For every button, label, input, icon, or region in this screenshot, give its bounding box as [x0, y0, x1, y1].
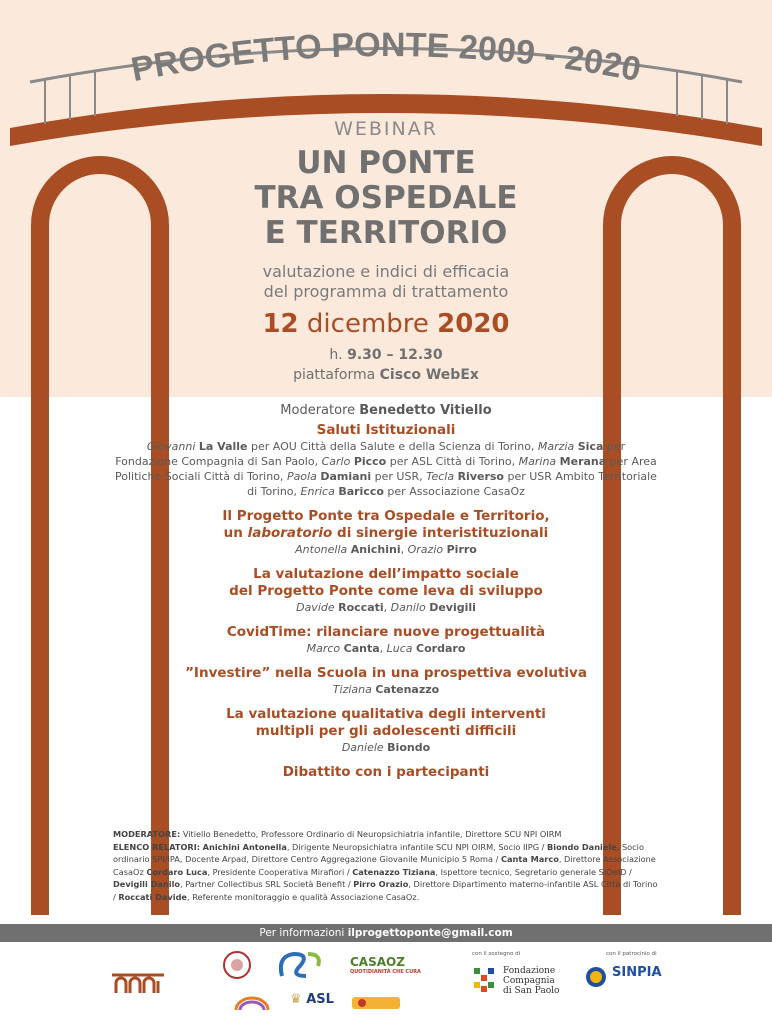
section-title: La valutazione dell’impatto sociale del Progetto Ponte come leva di sviluppo: [229, 566, 543, 599]
sinpia-logo: SINPIA: [612, 965, 662, 980]
speakers: Tiziana Catenazzo: [332, 683, 440, 696]
section-title: Il Progetto Ponte tra Ospedale e Territorio, un laboratorio di sinergie interistituzionali: [222, 508, 550, 541]
section-title: Dibattito con i partecipanti: [282, 764, 490, 780]
bridge-logo-icon: [110, 967, 166, 995]
citta-salute-logo: [272, 948, 332, 982]
speakers: Antonella Anichini, Orazio Pirro: [295, 543, 477, 556]
details: [113, 828, 661, 904]
moderator-details: MODERATORE: Vitiello Benedetto, Professore Ordinario di Neuropsichiatria infantile, Direttore SCU NPI OIRM: [113, 829, 562, 839]
section-title: ”Investire” nella Scuola in una prospettiva evolutiva: [185, 665, 587, 681]
patronage-label: con il patrocinio di: [606, 951, 657, 957]
speakers: Davide Roccati, Danilo Devigili: [296, 601, 476, 614]
email-link[interactable]: ilprogettoponte@gmail.com: [347, 927, 513, 939]
section-title: CovidTime: rilanciare nuove progettualità: [226, 624, 546, 640]
fondazione-logo: Fondazione Compagnia di San Paolo: [503, 966, 560, 996]
svg-text:PROGETTO PONTE 2009 - 2020: PROGETTO PONTE 2009 - 2020: [128, 25, 644, 90]
fondazione-logo-icon: [472, 966, 496, 994]
section-title: La valutazione qualitativa degli interventi multipli per gli adolescenti difficili: [226, 706, 546, 739]
speakers: Marco Canta, Luca Cordaro: [306, 642, 466, 655]
casaoz-logo: CASAOZ QUOTIDIANITÀ CHE CURA: [350, 955, 421, 975]
university-seal-icon: [222, 950, 252, 980]
section-title: Saluti Istituzionali: [316, 422, 456, 438]
main-title: UN PONTE TRA OSPEDALE E TERRITORIO: [254, 145, 518, 251]
info-bar: Per informazioni ilprogettoponte@gmail.com: [0, 924, 772, 942]
sponsor-label: con il sostegno di: [472, 951, 521, 957]
sinpia-seal-icon: [585, 966, 607, 988]
banner-title: [0, 0, 772, 130]
subtitle: valutazione e indici di efficacia del programma di trattamento: [262, 262, 510, 301]
moderator-line: Moderatore Benedetto Vitiello: [280, 403, 492, 418]
asl-logo: ♛ ASL: [290, 992, 334, 1007]
school-logo: [350, 993, 402, 1013]
event-time: h. 9.30 – 12.30 piattaforma Cisco WebEx: [293, 347, 479, 383]
speakers: Giovanni La Valle per AOU Città della Salute e della Scienza di Torino, Marzia Sica per Fondazione Compagnia di San Paolo, Carlo Picco per ASL Città di Torino, Marina Merana per Area Politiche Sociali Città di Torino, Paola Damiani per USR, Tecla Riverso per USR Ambito Territoriale di Torino, Enrica Baricco per Associazione CasaOz: [115, 440, 657, 498]
speaker-details: ELENCO RELATORI: Anichini Antonella, Dirigente Neuropsichiatra infantile SCU NPI OIRM, Socio IIPG / Biondo Daniele, Socio ordinario SPI/IPA, Docente Arpad, Direttore Centro Aggregazione Giovanile Municipio 5 Roma / Canta Marco, Direttore Associazione CasaOz Cordaro Luca, Presidente Cooperativa Mirafiori / Catenazzo Tiziana, Ispettore tecnico, Segretario generale SIOeID / Devigili Danilo, Partner Collectibus SRL Società Benefit / Pirro Orazio, Direttore Dipartimento materno-infantile ASL Città di Torino / Roccati Davide, Referente monitoraggio e qualità Associazione CasaOz.: [113, 841, 658, 902]
rainbow-logo: [232, 992, 272, 1014]
event-date: 12 dicembre 2020: [262, 309, 510, 339]
program: [115, 403, 657, 781]
speakers: Daniele Biondo: [341, 741, 431, 754]
webinar-label: WEBINAR: [334, 118, 438, 140]
